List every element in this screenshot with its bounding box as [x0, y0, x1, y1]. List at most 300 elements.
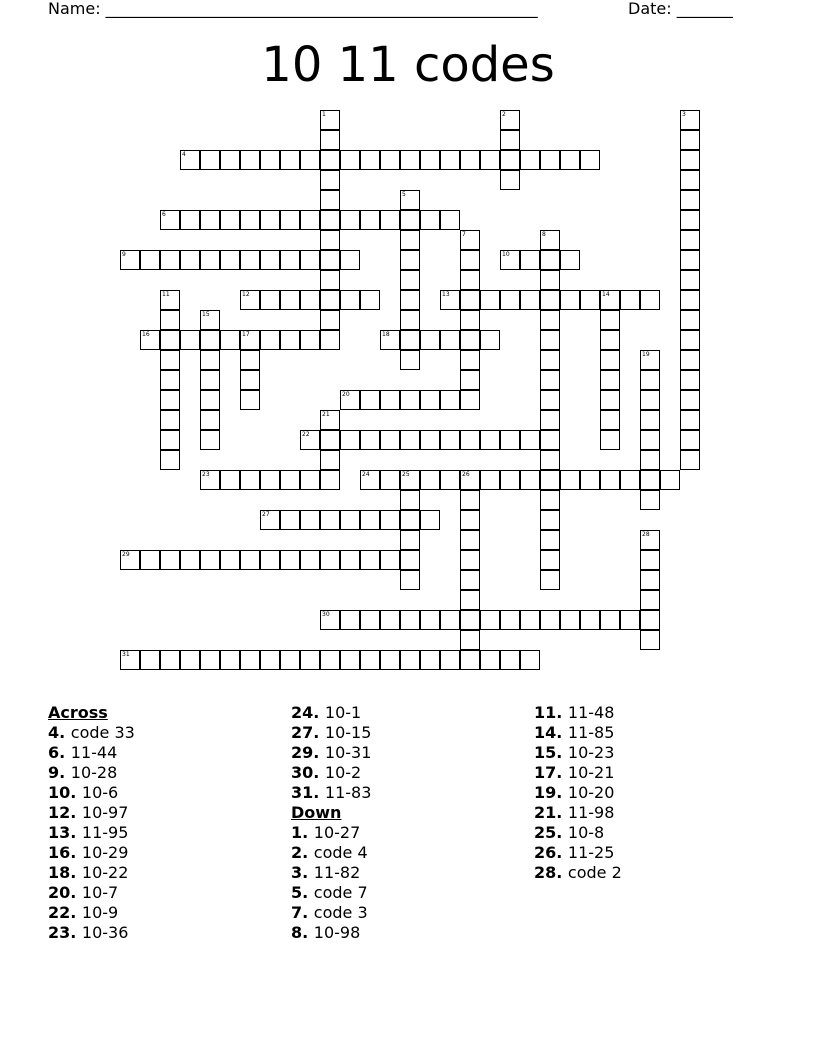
grid-cell[interactable]	[360, 430, 380, 450]
grid-cell[interactable]	[540, 450, 560, 470]
grid-cell[interactable]	[540, 510, 560, 530]
grid-cell[interactable]	[200, 370, 220, 390]
grid-cell[interactable]	[640, 550, 660, 570]
grid-cell[interactable]	[640, 490, 660, 510]
grid-cell[interactable]	[280, 250, 300, 270]
grid-cell[interactable]	[400, 270, 420, 290]
grid-cell[interactable]	[440, 390, 460, 410]
grid-cell[interactable]	[640, 590, 660, 610]
grid-cell[interactable]	[500, 150, 520, 170]
grid-cell[interactable]	[260, 550, 280, 570]
grid-cell[interactable]	[540, 490, 560, 510]
grid-cell[interactable]	[460, 250, 480, 270]
clue-number: 21	[322, 411, 330, 418]
grid-cell[interactable]	[320, 450, 340, 470]
across-clue: 12. 10-97	[48, 803, 129, 822]
grid-cell[interactable]	[420, 470, 440, 490]
grid-cell[interactable]	[340, 290, 360, 310]
grid-cell[interactable]	[400, 510, 420, 530]
grid-cell[interactable]	[380, 150, 400, 170]
grid-cell[interactable]	[320, 550, 340, 570]
grid-cell[interactable]	[480, 430, 500, 450]
date-field: Date: _______	[628, 0, 733, 18]
down-clue: 1. 10-27	[291, 823, 361, 842]
grid-cell[interactable]	[680, 410, 700, 430]
grid-cell[interactable]	[160, 430, 180, 450]
grid-cell[interactable]	[140, 550, 160, 570]
grid-cell[interactable]	[540, 330, 560, 350]
grid-cell[interactable]	[540, 290, 560, 310]
grid-cell[interactable]	[180, 210, 200, 230]
grid-cell[interactable]	[200, 250, 220, 270]
grid-cell[interactable]	[360, 550, 380, 570]
grid-cell[interactable]	[640, 610, 660, 630]
grid-cell[interactable]	[680, 190, 700, 210]
grid-cell[interactable]	[220, 650, 240, 670]
grid-cell[interactable]	[520, 610, 540, 630]
grid-cell[interactable]	[360, 650, 380, 670]
grid-cell[interactable]	[260, 210, 280, 230]
grid-cell[interactable]	[260, 250, 280, 270]
down-clue: 14. 11-85	[534, 723, 615, 742]
grid-cell[interactable]	[220, 330, 240, 350]
grid-cell[interactable]	[200, 430, 220, 450]
grid-cell[interactable]	[680, 170, 700, 190]
grid-cell[interactable]	[140, 650, 160, 670]
down-clue: 15. 10-23	[534, 743, 615, 762]
grid-cell[interactable]	[320, 430, 340, 450]
grid-cell[interactable]	[200, 550, 220, 570]
grid-cell[interactable]	[260, 150, 280, 170]
grid-cell[interactable]	[680, 270, 700, 290]
clue-number: 6	[162, 211, 166, 218]
grid-cell[interactable]	[400, 150, 420, 170]
down-clue: 28. code 2	[534, 863, 622, 882]
grid-cell[interactable]	[400, 570, 420, 590]
clue-number: 5	[402, 191, 406, 198]
grid-cell[interactable]	[360, 210, 380, 230]
grid-cell[interactable]	[160, 310, 180, 330]
grid-cell[interactable]	[240, 370, 260, 390]
grid-cell[interactable]	[160, 390, 180, 410]
grid-cell[interactable]	[520, 150, 540, 170]
grid-cell[interactable]	[320, 290, 340, 310]
down-clue: 21. 11-98	[534, 803, 615, 822]
grid-cell[interactable]	[300, 330, 320, 350]
grid-cell[interactable]	[480, 650, 500, 670]
clue-number: 13	[442, 291, 450, 298]
grid-cell[interactable]	[180, 330, 200, 350]
grid-cell[interactable]	[320, 170, 340, 190]
grid-cell[interactable]	[460, 390, 480, 410]
grid-cell[interactable]	[640, 390, 660, 410]
grid-cell[interactable]	[260, 470, 280, 490]
clue-number: 18	[382, 331, 390, 338]
grid-cell[interactable]	[620, 470, 640, 490]
grid-cell[interactable]	[340, 510, 360, 530]
grid-cell[interactable]	[340, 430, 360, 450]
grid-cell[interactable]	[540, 430, 560, 450]
grid-cell[interactable]	[480, 470, 500, 490]
grid-cell[interactable]	[240, 150, 260, 170]
grid-cell[interactable]	[680, 250, 700, 270]
grid-cell[interactable]	[540, 150, 560, 170]
grid-cell[interactable]	[680, 310, 700, 330]
grid-cell[interactable]	[680, 450, 700, 470]
grid-cell[interactable]	[340, 150, 360, 170]
grid-cell[interactable]	[500, 170, 520, 190]
grid-cell[interactable]	[240, 250, 260, 270]
grid-cell[interactable]	[320, 210, 340, 230]
grid-cell[interactable]	[200, 410, 220, 430]
grid-cell[interactable]	[560, 290, 580, 310]
grid-cell[interactable]	[460, 350, 480, 370]
grid-cell[interactable]	[300, 150, 320, 170]
grid-cell[interactable]	[360, 150, 380, 170]
grid-cell[interactable]	[280, 650, 300, 670]
down-clue: 8. 10-98	[291, 923, 361, 942]
clue-number: 31	[122, 651, 130, 658]
grid-cell[interactable]	[400, 310, 420, 330]
clues-column-1	[48, 703, 135, 943]
grid-cell[interactable]	[360, 510, 380, 530]
clue-number: 1	[322, 111, 326, 118]
grid-cell[interactable]	[600, 330, 620, 350]
grid-cell[interactable]	[680, 150, 700, 170]
down-clue: 26. 11-25	[534, 843, 615, 862]
grid-cell[interactable]	[560, 150, 580, 170]
grid-cell[interactable]	[200, 650, 220, 670]
grid-cell[interactable]	[580, 290, 600, 310]
grid-cell[interactable]	[580, 150, 600, 170]
grid-cell[interactable]	[300, 510, 320, 530]
grid-cell[interactable]	[680, 290, 700, 310]
grid-cell[interactable]	[620, 290, 640, 310]
grid-cell[interactable]	[540, 370, 560, 390]
grid-cell[interactable]	[560, 610, 580, 630]
grid-cell[interactable]	[540, 350, 560, 370]
grid-cell[interactable]	[420, 210, 440, 230]
grid-cell[interactable]	[540, 530, 560, 550]
grid-cell[interactable]	[580, 470, 600, 490]
across-clue: 9. 10-28	[48, 763, 118, 782]
grid-cell[interactable]	[220, 150, 240, 170]
grid-cell[interactable]	[240, 550, 260, 570]
grid-cell[interactable]	[300, 550, 320, 570]
grid-cell[interactable]	[220, 210, 240, 230]
grid-cell[interactable]	[400, 250, 420, 270]
across-clue: 27. 10-15	[291, 723, 372, 742]
grid-cell[interactable]	[500, 290, 520, 310]
grid-cell[interactable]	[460, 430, 480, 450]
grid-cell[interactable]	[480, 610, 500, 630]
across-clue: 22. 10-9	[48, 903, 119, 922]
grid-cell[interactable]	[600, 430, 620, 450]
grid-cell[interactable]	[340, 250, 360, 270]
grid-cell[interactable]	[540, 310, 560, 330]
grid-cell[interactable]	[320, 310, 340, 330]
grid-cell[interactable]	[440, 150, 460, 170]
grid-cell[interactable]	[400, 490, 420, 510]
grid-cell[interactable]	[240, 350, 260, 370]
grid-cell[interactable]	[460, 650, 480, 670]
grid-cell[interactable]	[680, 350, 700, 370]
grid-cell[interactable]	[280, 470, 300, 490]
grid-cell[interactable]	[280, 150, 300, 170]
grid-cell[interactable]	[440, 430, 460, 450]
grid-cell[interactable]	[360, 610, 380, 630]
clue-number: 28	[642, 531, 650, 538]
grid-cell[interactable]	[460, 590, 480, 610]
grid-cell[interactable]	[380, 650, 400, 670]
grid-cell[interactable]	[440, 470, 460, 490]
across-clue: 13. 11-95	[48, 823, 129, 842]
grid-cell[interactable]	[600, 610, 620, 630]
grid-cell[interactable]	[240, 470, 260, 490]
grid-cell[interactable]	[260, 330, 280, 350]
grid-cell[interactable]	[520, 250, 540, 270]
grid-cell[interactable]	[640, 410, 660, 430]
grid-cell[interactable]	[680, 230, 700, 250]
grid-cell[interactable]	[240, 650, 260, 670]
grid-cell[interactable]	[640, 430, 660, 450]
grid-cell[interactable]	[660, 470, 680, 490]
grid-cell[interactable]	[320, 230, 340, 250]
grid-cell[interactable]	[680, 390, 700, 410]
grid-cell[interactable]	[540, 410, 560, 430]
grid-cell[interactable]	[180, 550, 200, 570]
grid-cell[interactable]	[460, 310, 480, 330]
grid-cell[interactable]	[400, 610, 420, 630]
grid-cell[interactable]	[380, 430, 400, 450]
grid-cell[interactable]	[680, 210, 700, 230]
grid-cell[interactable]	[480, 290, 500, 310]
grid-cell[interactable]	[520, 290, 540, 310]
grid-cell[interactable]	[280, 510, 300, 530]
grid-cell[interactable]	[540, 550, 560, 570]
grid-cell[interactable]	[600, 370, 620, 390]
grid-cell[interactable]	[460, 330, 480, 350]
grid-cell[interactable]	[260, 290, 280, 310]
grid-cell[interactable]	[640, 450, 660, 470]
grid-cell[interactable]	[160, 350, 180, 370]
grid-cell[interactable]	[420, 390, 440, 410]
grid-cell[interactable]	[340, 210, 360, 230]
page-title: 10 11 codes	[261, 37, 555, 93]
down-clue: 5. code 7	[291, 883, 368, 902]
grid-cell[interactable]	[400, 550, 420, 570]
grid-cell[interactable]	[380, 610, 400, 630]
grid-cell[interactable]	[400, 430, 420, 450]
grid-cell[interactable]	[540, 250, 560, 270]
grid-cell[interactable]	[460, 550, 480, 570]
grid-cell[interactable]	[240, 210, 260, 230]
grid-cell[interactable]	[140, 250, 160, 270]
grid-cell[interactable]	[640, 290, 660, 310]
clue-number: 14	[602, 291, 610, 298]
grid-cell[interactable]	[320, 330, 340, 350]
grid-cell[interactable]	[400, 350, 420, 370]
grid-cell[interactable]	[640, 630, 660, 650]
clue-number: 7	[462, 231, 466, 238]
grid-cell[interactable]	[380, 510, 400, 530]
grid-cell[interactable]	[200, 330, 220, 350]
grid-cell[interactable]	[300, 250, 320, 270]
grid-cell[interactable]	[440, 330, 460, 350]
grid-cell[interactable]	[540, 470, 560, 490]
grid-cell[interactable]	[520, 430, 540, 450]
grid-cell[interactable]	[440, 210, 460, 230]
grid-cell[interactable]	[600, 310, 620, 330]
grid-cell[interactable]	[260, 650, 280, 670]
grid-cell[interactable]	[500, 130, 520, 150]
grid-cell[interactable]	[200, 150, 220, 170]
across-clue: 18. 10-22	[48, 863, 129, 882]
grid-cell[interactable]	[400, 210, 420, 230]
grid-cell[interactable]	[460, 150, 480, 170]
grid-cell[interactable]	[460, 530, 480, 550]
grid-cell[interactable]	[600, 410, 620, 430]
grid-cell[interactable]	[520, 470, 540, 490]
grid-cell[interactable]	[400, 650, 420, 670]
grid-cell[interactable]	[420, 430, 440, 450]
grid-cell[interactable]	[420, 330, 440, 350]
grid-cell[interactable]	[400, 530, 420, 550]
grid-cell[interactable]	[520, 650, 540, 670]
across-clue: 16. 10-29	[48, 843, 129, 862]
grid-cell[interactable]	[160, 370, 180, 390]
grid-cell[interactable]	[500, 610, 520, 630]
grid-cell[interactable]	[360, 290, 380, 310]
grid-cell[interactable]	[320, 130, 340, 150]
grid-cell[interactable]	[640, 570, 660, 590]
grid-cell[interactable]	[160, 410, 180, 430]
grid-cell[interactable]	[280, 290, 300, 310]
grid-cell[interactable]	[160, 330, 180, 350]
grid-cell[interactable]	[340, 610, 360, 630]
grid-cell[interactable]	[220, 550, 240, 570]
grid-cell[interactable]	[400, 330, 420, 350]
grid-cell[interactable]	[180, 250, 200, 270]
grid-cell[interactable]	[380, 210, 400, 230]
grid-cell[interactable]	[180, 650, 200, 670]
grid-cell[interactable]	[480, 330, 500, 350]
grid-cell[interactable]	[240, 390, 260, 410]
grid-cell[interactable]	[540, 610, 560, 630]
grid-cell[interactable]	[420, 510, 440, 530]
grid-cell[interactable]	[400, 230, 420, 250]
grid-cell[interactable]	[540, 390, 560, 410]
clue-number: 17	[242, 331, 250, 338]
grid-cell[interactable]	[200, 390, 220, 410]
grid-cell[interactable]	[320, 510, 340, 530]
grid-cell[interactable]	[500, 430, 520, 450]
grid-cell[interactable]	[400, 290, 420, 310]
grid-cell[interactable]	[600, 470, 620, 490]
grid-cell[interactable]	[500, 470, 520, 490]
grid-cell[interactable]	[160, 250, 180, 270]
grid-cell[interactable]	[460, 290, 480, 310]
grid-cell[interactable]	[460, 270, 480, 290]
down-clue: 2. code 4	[291, 843, 368, 862]
grid-cell[interactable]	[380, 550, 400, 570]
grid-cell[interactable]	[460, 490, 480, 510]
grid-cell[interactable]	[320, 250, 340, 270]
grid-cell[interactable]	[380, 390, 400, 410]
grid-cell[interactable]	[420, 150, 440, 170]
across-clue: 6. 11-44	[48, 743, 118, 762]
grid-cell[interactable]	[540, 270, 560, 290]
grid-cell[interactable]	[280, 210, 300, 230]
grid-cell[interactable]	[320, 190, 340, 210]
grid-cell[interactable]	[560, 470, 580, 490]
grid-cell[interactable]	[420, 610, 440, 630]
grid-cell[interactable]	[300, 650, 320, 670]
grid-cell[interactable]	[360, 390, 380, 410]
grid-cell[interactable]	[560, 250, 580, 270]
clue-number: 2	[502, 111, 506, 118]
clue-number: 26	[462, 471, 470, 478]
grid-cell[interactable]	[680, 130, 700, 150]
grid-cell[interactable]	[480, 150, 500, 170]
grid-cell[interactable]	[200, 210, 220, 230]
grid-cell[interactable]	[460, 630, 480, 650]
grid-cell[interactable]	[640, 370, 660, 390]
grid-cell[interactable]	[220, 250, 240, 270]
grid-cell[interactable]	[580, 610, 600, 630]
grid-cell[interactable]	[460, 510, 480, 530]
grid-cell[interactable]	[320, 650, 340, 670]
grid-cell[interactable]	[640, 470, 660, 490]
grid-cell[interactable]	[300, 210, 320, 230]
grid-cell[interactable]	[280, 330, 300, 350]
grid-cell[interactable]	[420, 650, 440, 670]
grid-cell[interactable]	[400, 390, 420, 410]
grid-cell[interactable]	[300, 470, 320, 490]
grid-cell[interactable]	[600, 390, 620, 410]
grid-cell[interactable]	[680, 330, 700, 350]
grid-cell[interactable]	[340, 650, 360, 670]
grid-cell[interactable]	[320, 470, 340, 490]
grid-cell[interactable]	[380, 470, 400, 490]
grid-cell[interactable]	[280, 550, 300, 570]
grid-cell[interactable]	[440, 650, 460, 670]
grid-cell[interactable]	[540, 570, 560, 590]
grid-cell[interactable]	[680, 430, 700, 450]
grid-cell[interactable]	[160, 550, 180, 570]
grid-cell[interactable]	[460, 370, 480, 390]
grid-cell[interactable]	[620, 610, 640, 630]
across-clue: 30. 10-2	[291, 763, 362, 782]
grid-cell[interactable]	[200, 350, 220, 370]
grid-cell[interactable]	[160, 450, 180, 470]
grid-cell[interactable]	[320, 150, 340, 170]
grid-cell[interactable]	[320, 270, 340, 290]
grid-cell[interactable]	[300, 290, 320, 310]
across-clue: 24. 10-1	[291, 703, 362, 722]
clue-number: 30	[322, 611, 330, 618]
grid-cell[interactable]	[440, 610, 460, 630]
grid-cell[interactable]	[500, 650, 520, 670]
grid-cell[interactable]	[340, 550, 360, 570]
grid-cell[interactable]	[600, 350, 620, 370]
grid-cell[interactable]	[220, 470, 240, 490]
grid-cell[interactable]	[460, 610, 480, 630]
grid-cell[interactable]	[160, 650, 180, 670]
grid-cell[interactable]	[460, 570, 480, 590]
grid-cell[interactable]	[680, 370, 700, 390]
across-clue: 23. 10-36	[48, 923, 129, 942]
